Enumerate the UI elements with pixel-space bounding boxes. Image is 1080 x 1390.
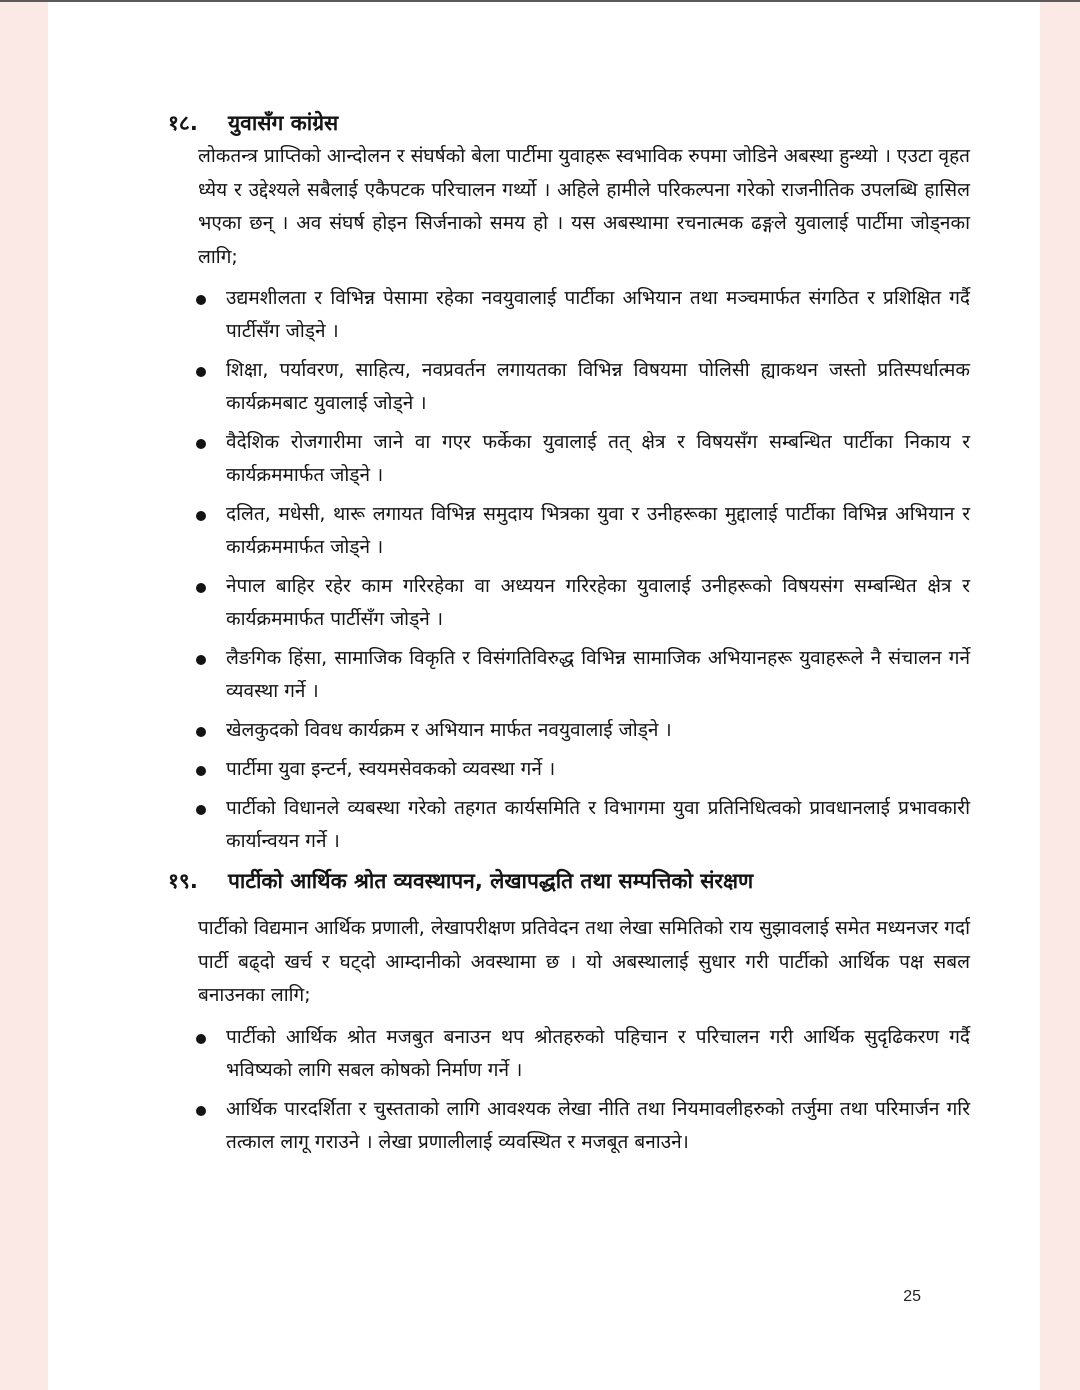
bullet-icon	[196, 714, 226, 737]
bullet-icon	[196, 498, 226, 521]
section-heading	[168, 864, 970, 898]
list-item-text: आर्थिक पारदर्शिता र चुस्तताको लागि आवश्यक लेखा नीति तथा नियमावलीहरुको तर्जुमा तथा परिमार्जन गरि तत्काल लागू गराउने । लेखा प्रणालीलाई व्यवस्थित र मजबूत बनाउने।	[226, 1097, 970, 1153]
section-number: १९.	[168, 869, 198, 893]
page-number: 25	[903, 1288, 921, 1305]
list-item-text: शिक्षा, पर्यावरण, साहित्य, नवप्रवर्तन लगायतका विभिन्न विषयमा पोलिसी ह्याकथन जस्तो प्रतिस्पर्धात्मक कार्यक्रमबाट युवालाई जोड्ने ।	[226, 359, 970, 414]
document-page	[48, 2, 1040, 1390]
bullet-icon	[196, 1093, 226, 1116]
list-item-text: पार्टीमा युवा इन्टर्न, स्वयमसेवकको व्यवस्था गर्ने ।	[226, 758, 556, 780]
list-item	[168, 426, 970, 492]
list-item	[168, 1021, 970, 1087]
list-item-text: उद्यमशीलता र विभिन्न पेसामा रहेका नवयुवालाई पार्टीका अभियान तथा मञ्चमार्फत संगठित र प्रशिक्षित गर्दै पार्टीसँग जोड्ने ।	[226, 287, 970, 342]
bullet-icon	[196, 426, 226, 449]
bullet-icon	[196, 354, 226, 377]
bullet-icon	[196, 753, 226, 776]
list-item-text: पार्टीको आर्थिक श्रोत मजबुत बनाउन थप श्रोतहरुको पहिचान र परिचालन गरी आर्थिक सुदृढिकरण गर्दै भविष्यको लागि सबल कोषको निर्माण गर्ने ।	[226, 1025, 970, 1081]
list-item	[168, 498, 970, 564]
list-item	[168, 354, 970, 420]
bullet-icon	[196, 642, 226, 665]
list-item-text: दलित, मधेसी, थारू लगायत विभिन्न समुदाय भित्रका युवा र उनीहरूका मुद्दालाई पार्टीका विभिन्न अभियान र कार्यक्रममार्फत जोड्ने ।	[226, 503, 970, 558]
bullet-icon	[196, 792, 226, 815]
list-item	[168, 753, 970, 786]
list-item	[168, 282, 970, 348]
section-heading	[168, 106, 970, 140]
list-item-text: नेपाल बाहिर रहेर काम गरिरहेका वा अध्ययन गरिरहेका युवालाई उनीहरूको विषयसंग सम्बन्धित क्षेत्र र कार्यक्रममार्फत पार्टीसँग जोड्ने ।	[226, 575, 970, 630]
list-item	[168, 642, 970, 708]
list-item-text: वैदेशिक रोजगारीमा जाने वा गएर फर्केका युवालाई तत् क्षेत्र र विषयसँग सम्बन्धित पार्टीका निकाय र कार्यक्रममार्फत जोड्ने ।	[226, 431, 970, 486]
list-item	[168, 792, 970, 858]
bullet-icon	[196, 570, 226, 593]
bullet-icon	[196, 282, 226, 305]
section-number: १८.	[168, 111, 198, 135]
section-title: युवासँग कांग्रेस	[228, 111, 339, 135]
section-19	[168, 864, 970, 1159]
list-item-text: खेलकुदको विवध कार्यक्रम र अभियान मार्फत नवयुवालाई जोड्ने ।	[226, 719, 672, 741]
section-18	[168, 106, 970, 858]
bullet-icon	[196, 1021, 226, 1044]
bullet-list	[168, 282, 970, 858]
list-item-text: पार्टीको विधानले व्यबस्था गरेको तहगत कार्यसमिति र विभागमा युवा प्रतिनिधित्वको प्रावधानलाई प्रभावकारी कार्यान्वयन गर्ने ।	[226, 797, 970, 852]
list-item	[168, 570, 970, 636]
list-item	[168, 714, 970, 747]
list-item-text: लैङगिक हिंसा, सामाजिक विकृति र विसंगतिविरुद्ध विभिन्न सामाजिक अभियानहरू युवाहरूले नै संचालन गर्ने व्यवस्था गर्ने ।	[226, 647, 970, 702]
section-intro-paragraph: पार्टीको विद्यमान आर्थिक प्रणाली, लेखापरीक्षण प्रतिवेदन तथा लेखा समितिको राय सुझावलाई समेत मध्यनजर गर्दा पार्टी बढ्दो खर्च र घट्दो आम्दानीको अवस्थामा छ । यो अबस्थालाई सुधार गरी पार्टीको आर्थिक पक्ष सबल बनाउनका लागि;	[198, 917, 970, 1006]
bullet-list	[168, 1021, 970, 1159]
page-content	[168, 106, 970, 1165]
section-intro-paragraph: लोकतन्त्र प्राप्तिको आन्दोलन र संघर्षको बेला पार्टीमा युवाहरू स्वभाविक रुपमा जोडिने अबस्था हुन्थ्यो । एउटा वृहत ध्येय र उद्देश्यले सबैलाई एकैपटक परिचालन गर्थ्यो । अहिले हामीले परिकल्पना गरेको राजनीतिक उपलब्धि हासिल भएका छन् । अव संघर्ष होइन सिर्जनाको समय हो । यस अबस्थामा रचनात्मक ढङ्गले युवालाई पार्टीमा जोड्नका लागि;	[198, 145, 970, 268]
list-item	[168, 1093, 970, 1159]
section-title: पार्टीको आर्थिक श्रोत व्यवस्थापन, लेखापद्धति तथा सम्पत्तिको संरक्षण	[228, 869, 754, 893]
